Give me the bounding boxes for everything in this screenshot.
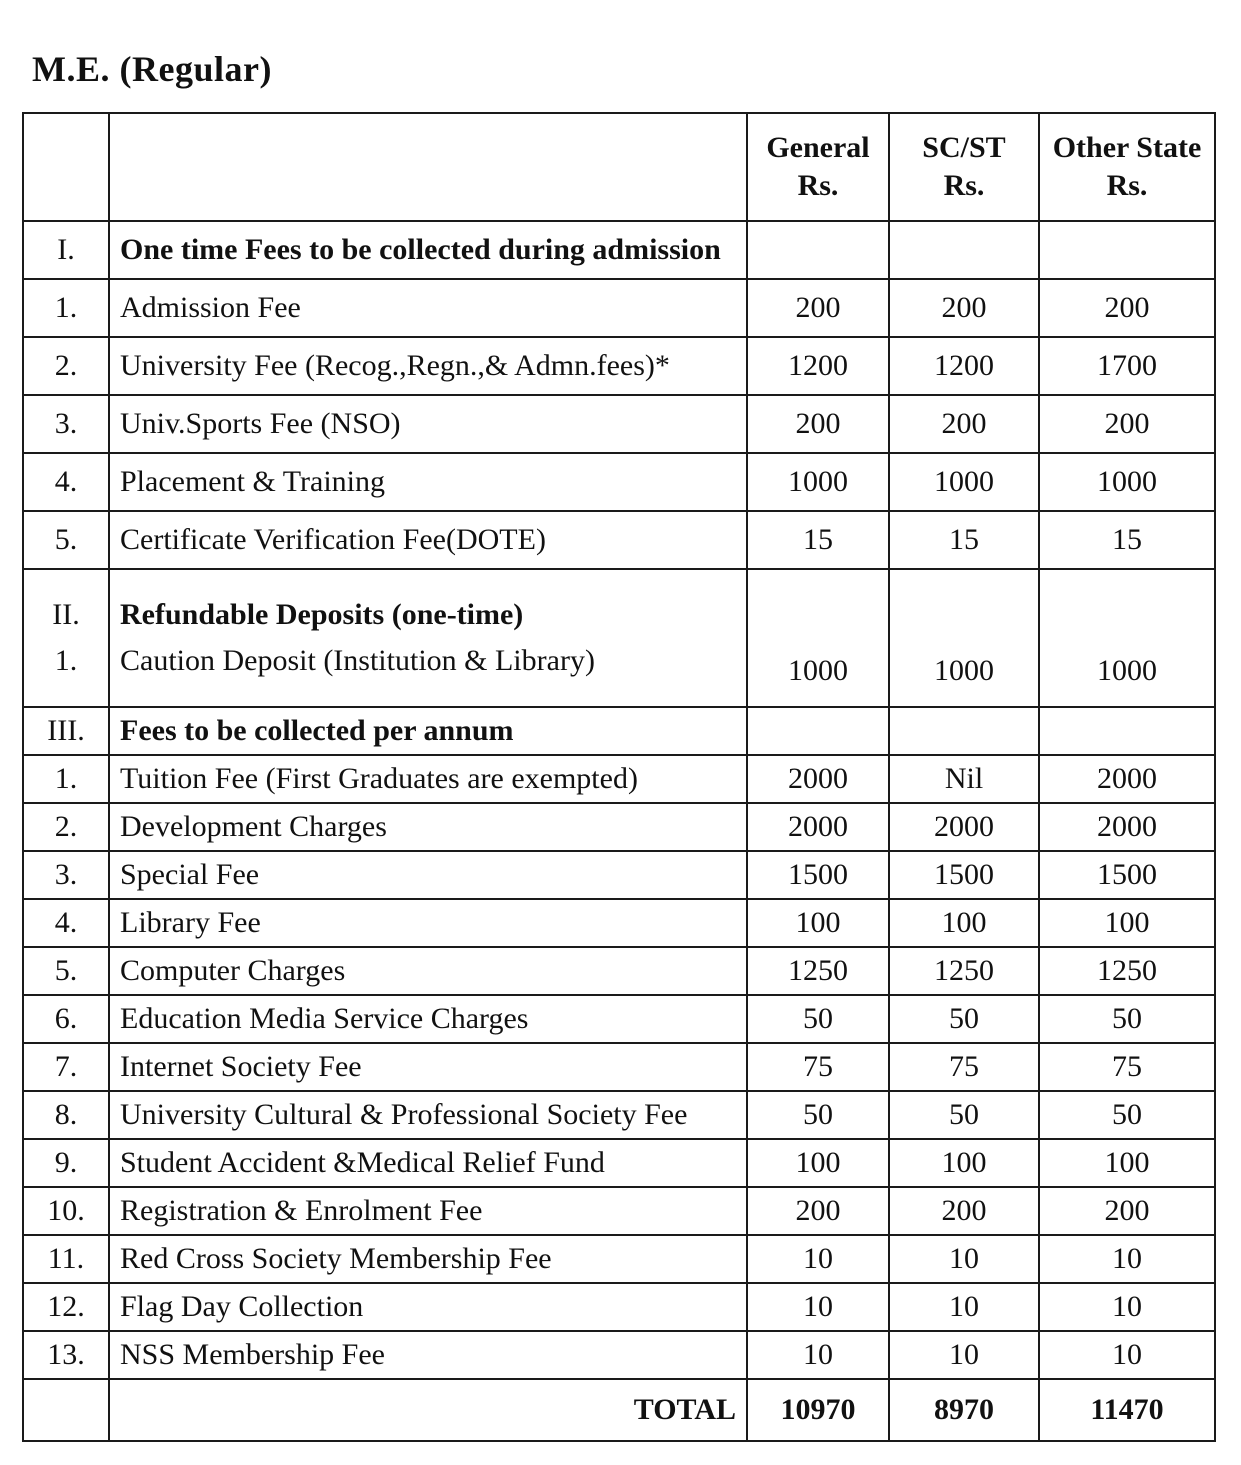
total-other-state: 11470 (1039, 1379, 1215, 1441)
row-number: 2. (23, 803, 109, 851)
row-number: 6. (23, 995, 109, 1043)
fee-row (23, 1283, 1215, 1331)
fee-row (23, 995, 1215, 1043)
amount-other-state: 1250 (1039, 947, 1215, 995)
row-number: 4. (23, 453, 109, 511)
section-number: III. (23, 707, 109, 755)
section-one-rows (23, 279, 1215, 569)
fee-description: Development Charges (109, 803, 747, 851)
fee-description: Caution Deposit (Institution & Library) (120, 644, 595, 677)
header-general-unit: Rs. (797, 169, 839, 202)
section-title: Refundable Deposits (one-time) (120, 598, 524, 631)
row-number: 10. (23, 1187, 109, 1235)
header-general-label: General (766, 131, 870, 164)
section-three-rows (23, 755, 1215, 1379)
header-scst (889, 113, 1039, 221)
section-title: Fees to be collected per annum (109, 707, 747, 755)
row-number: 8. (23, 1091, 109, 1139)
fee-description: Red Cross Society Membership Fee (109, 1235, 747, 1283)
row-number: 3. (23, 395, 109, 453)
amount-general: 10 (747, 1283, 889, 1331)
fee-description: Tuition Fee (First Graduates are exempted) (109, 755, 747, 803)
fee-row (23, 851, 1215, 899)
row-number: 9. (23, 1139, 109, 1187)
amount-scst: 200 (889, 279, 1039, 337)
amount-other-state: 200 (1039, 395, 1215, 453)
fee-description: Placement & Training (109, 453, 747, 511)
fee-description: Computer Charges (109, 947, 747, 995)
row-number: 4. (23, 899, 109, 947)
header-other-unit: Rs. (1106, 169, 1148, 202)
header-no-cell (23, 113, 109, 221)
amount-general: 50 (747, 995, 889, 1043)
fee-row (23, 511, 1215, 569)
amount-other-state: 1000 (1039, 569, 1215, 707)
empty-cell (1039, 221, 1215, 279)
page-title: M.E. (Regular) (32, 49, 272, 89)
amount-other-state: 15 (1039, 511, 1215, 569)
amount-scst: Nil (889, 755, 1039, 803)
amount-scst: 100 (889, 899, 1039, 947)
row-number: 5. (23, 947, 109, 995)
fee-row (23, 337, 1215, 395)
amount-other-state: 10 (1039, 1283, 1215, 1331)
amount-general: 1250 (747, 947, 889, 995)
fee-description: University Fee (Recog.,Regn.,& Admn.fees)* (109, 337, 747, 395)
amount-scst: 1500 (889, 851, 1039, 899)
amount-general: 1500 (747, 851, 889, 899)
amount-scst: 75 (889, 1043, 1039, 1091)
row-number: 13. (23, 1331, 109, 1379)
amount-other-state: 1000 (1039, 453, 1215, 511)
amount-other-state: 10 (1039, 1331, 1215, 1379)
header-other-label: Other State (1052, 131, 1202, 164)
amount-other-state: 1500 (1039, 851, 1215, 899)
amount-scst: 1200 (889, 337, 1039, 395)
section-number: I. (23, 221, 109, 279)
amount-scst: 1000 (889, 453, 1039, 511)
section-number: II. (52, 598, 80, 631)
amount-general: 100 (747, 899, 889, 947)
amount-scst: 200 (889, 395, 1039, 453)
header-desc-cell (109, 113, 747, 221)
row-number: 2. (23, 337, 109, 395)
total-row (23, 1379, 1215, 1441)
fee-row (23, 803, 1215, 851)
fee-description: Flag Day Collection (109, 1283, 747, 1331)
amount-scst: 100 (889, 1139, 1039, 1187)
amount-scst: 1000 (889, 569, 1039, 707)
row-number: 7. (23, 1043, 109, 1091)
empty-cell (23, 1379, 109, 1441)
amount-other-state: 200 (1039, 279, 1215, 337)
fee-row (23, 1235, 1215, 1283)
amount-general: 100 (747, 1139, 889, 1187)
header-scst-unit: Rs. (943, 169, 985, 202)
amount-other-state: 2000 (1039, 803, 1215, 851)
amount-general: 50 (747, 1091, 889, 1139)
amount-scst: 10 (889, 1235, 1039, 1283)
amount-other-state: 2000 (1039, 755, 1215, 803)
amount-scst: 50 (889, 995, 1039, 1043)
amount-scst: 10 (889, 1331, 1039, 1379)
fee-row (23, 899, 1215, 947)
fee-row (23, 279, 1215, 337)
amount-general: 10 (747, 1331, 889, 1379)
amount-other-state: 75 (1039, 1043, 1215, 1091)
fee-description: Student Accident &Medical Relief Fund (109, 1139, 747, 1187)
amount-other-state: 10 (1039, 1235, 1215, 1283)
fee-row (23, 1187, 1215, 1235)
section-two-desc (109, 569, 747, 707)
empty-cell (747, 221, 889, 279)
fee-description: University Cultural & Professional Society Fee (109, 1091, 747, 1139)
fee-row (23, 947, 1215, 995)
amount-general: 200 (747, 395, 889, 453)
row-number: 5. (23, 511, 109, 569)
section-heading-row (23, 221, 1215, 279)
fee-description: Admission Fee (109, 279, 747, 337)
amount-other-state: 200 (1039, 1187, 1215, 1235)
empty-cell (747, 707, 889, 755)
amount-general: 2000 (747, 803, 889, 851)
amount-scst: 2000 (889, 803, 1039, 851)
row-number: 1. (23, 279, 109, 337)
fee-row (23, 1331, 1215, 1379)
section-heading-row (23, 707, 1215, 755)
fee-description: Library Fee (109, 899, 747, 947)
fee-description: Education Media Service Charges (109, 995, 747, 1043)
amount-general: 1200 (747, 337, 889, 395)
fee-description: NSS Membership Fee (109, 1331, 747, 1379)
amount-general: 200 (747, 1187, 889, 1235)
fee-row (23, 395, 1215, 453)
fee-table (22, 112, 1216, 1442)
section-two-row (23, 569, 1215, 707)
row-number: 12. (23, 1283, 109, 1331)
fee-description: Special Fee (109, 851, 747, 899)
header-row (23, 113, 1215, 221)
fee-description: Certificate Verification Fee(DOTE) (109, 511, 747, 569)
amount-general: 15 (747, 511, 889, 569)
fee-description: Univ.Sports Fee (NSO) (109, 395, 747, 453)
amount-general: 10 (747, 1235, 889, 1283)
section-two-numbers (23, 569, 109, 707)
header-general (747, 113, 889, 221)
amount-scst: 200 (889, 1187, 1039, 1235)
empty-cell (1039, 707, 1215, 755)
fee-row (23, 453, 1215, 511)
amount-other-state: 50 (1039, 995, 1215, 1043)
row-number: 3. (23, 851, 109, 899)
total-label: TOTAL (109, 1379, 747, 1441)
amount-general: 2000 (747, 755, 889, 803)
fee-row (23, 1139, 1215, 1187)
fee-row (23, 755, 1215, 803)
amount-general: 75 (747, 1043, 889, 1091)
amount-general: 200 (747, 279, 889, 337)
row-number: 1. (54, 644, 78, 677)
header-other-state (1039, 113, 1215, 221)
amount-scst: 15 (889, 511, 1039, 569)
amount-scst: 10 (889, 1283, 1039, 1331)
amount-other-state: 100 (1039, 1139, 1215, 1187)
amount-other-state: 50 (1039, 1091, 1215, 1139)
amount-general: 1000 (747, 453, 889, 511)
fee-row (23, 1091, 1215, 1139)
total-general: 10970 (747, 1379, 889, 1441)
empty-cell (889, 707, 1039, 755)
fee-description: Internet Society Fee (109, 1043, 747, 1091)
total-scst: 8970 (889, 1379, 1039, 1441)
empty-cell (889, 221, 1039, 279)
amount-other-state: 1700 (1039, 337, 1215, 395)
row-number: 1. (23, 755, 109, 803)
amount-other-state: 100 (1039, 899, 1215, 947)
amount-general: 1000 (747, 569, 889, 707)
section-title: One time Fees to be collected during admission (109, 221, 747, 279)
header-scst-label: SC/ST (922, 131, 1006, 164)
fee-row (23, 1043, 1215, 1091)
row-number: 11. (23, 1235, 109, 1283)
amount-scst: 1250 (889, 947, 1039, 995)
amount-scst: 50 (889, 1091, 1039, 1139)
fee-description: Registration & Enrolment Fee (109, 1187, 747, 1235)
